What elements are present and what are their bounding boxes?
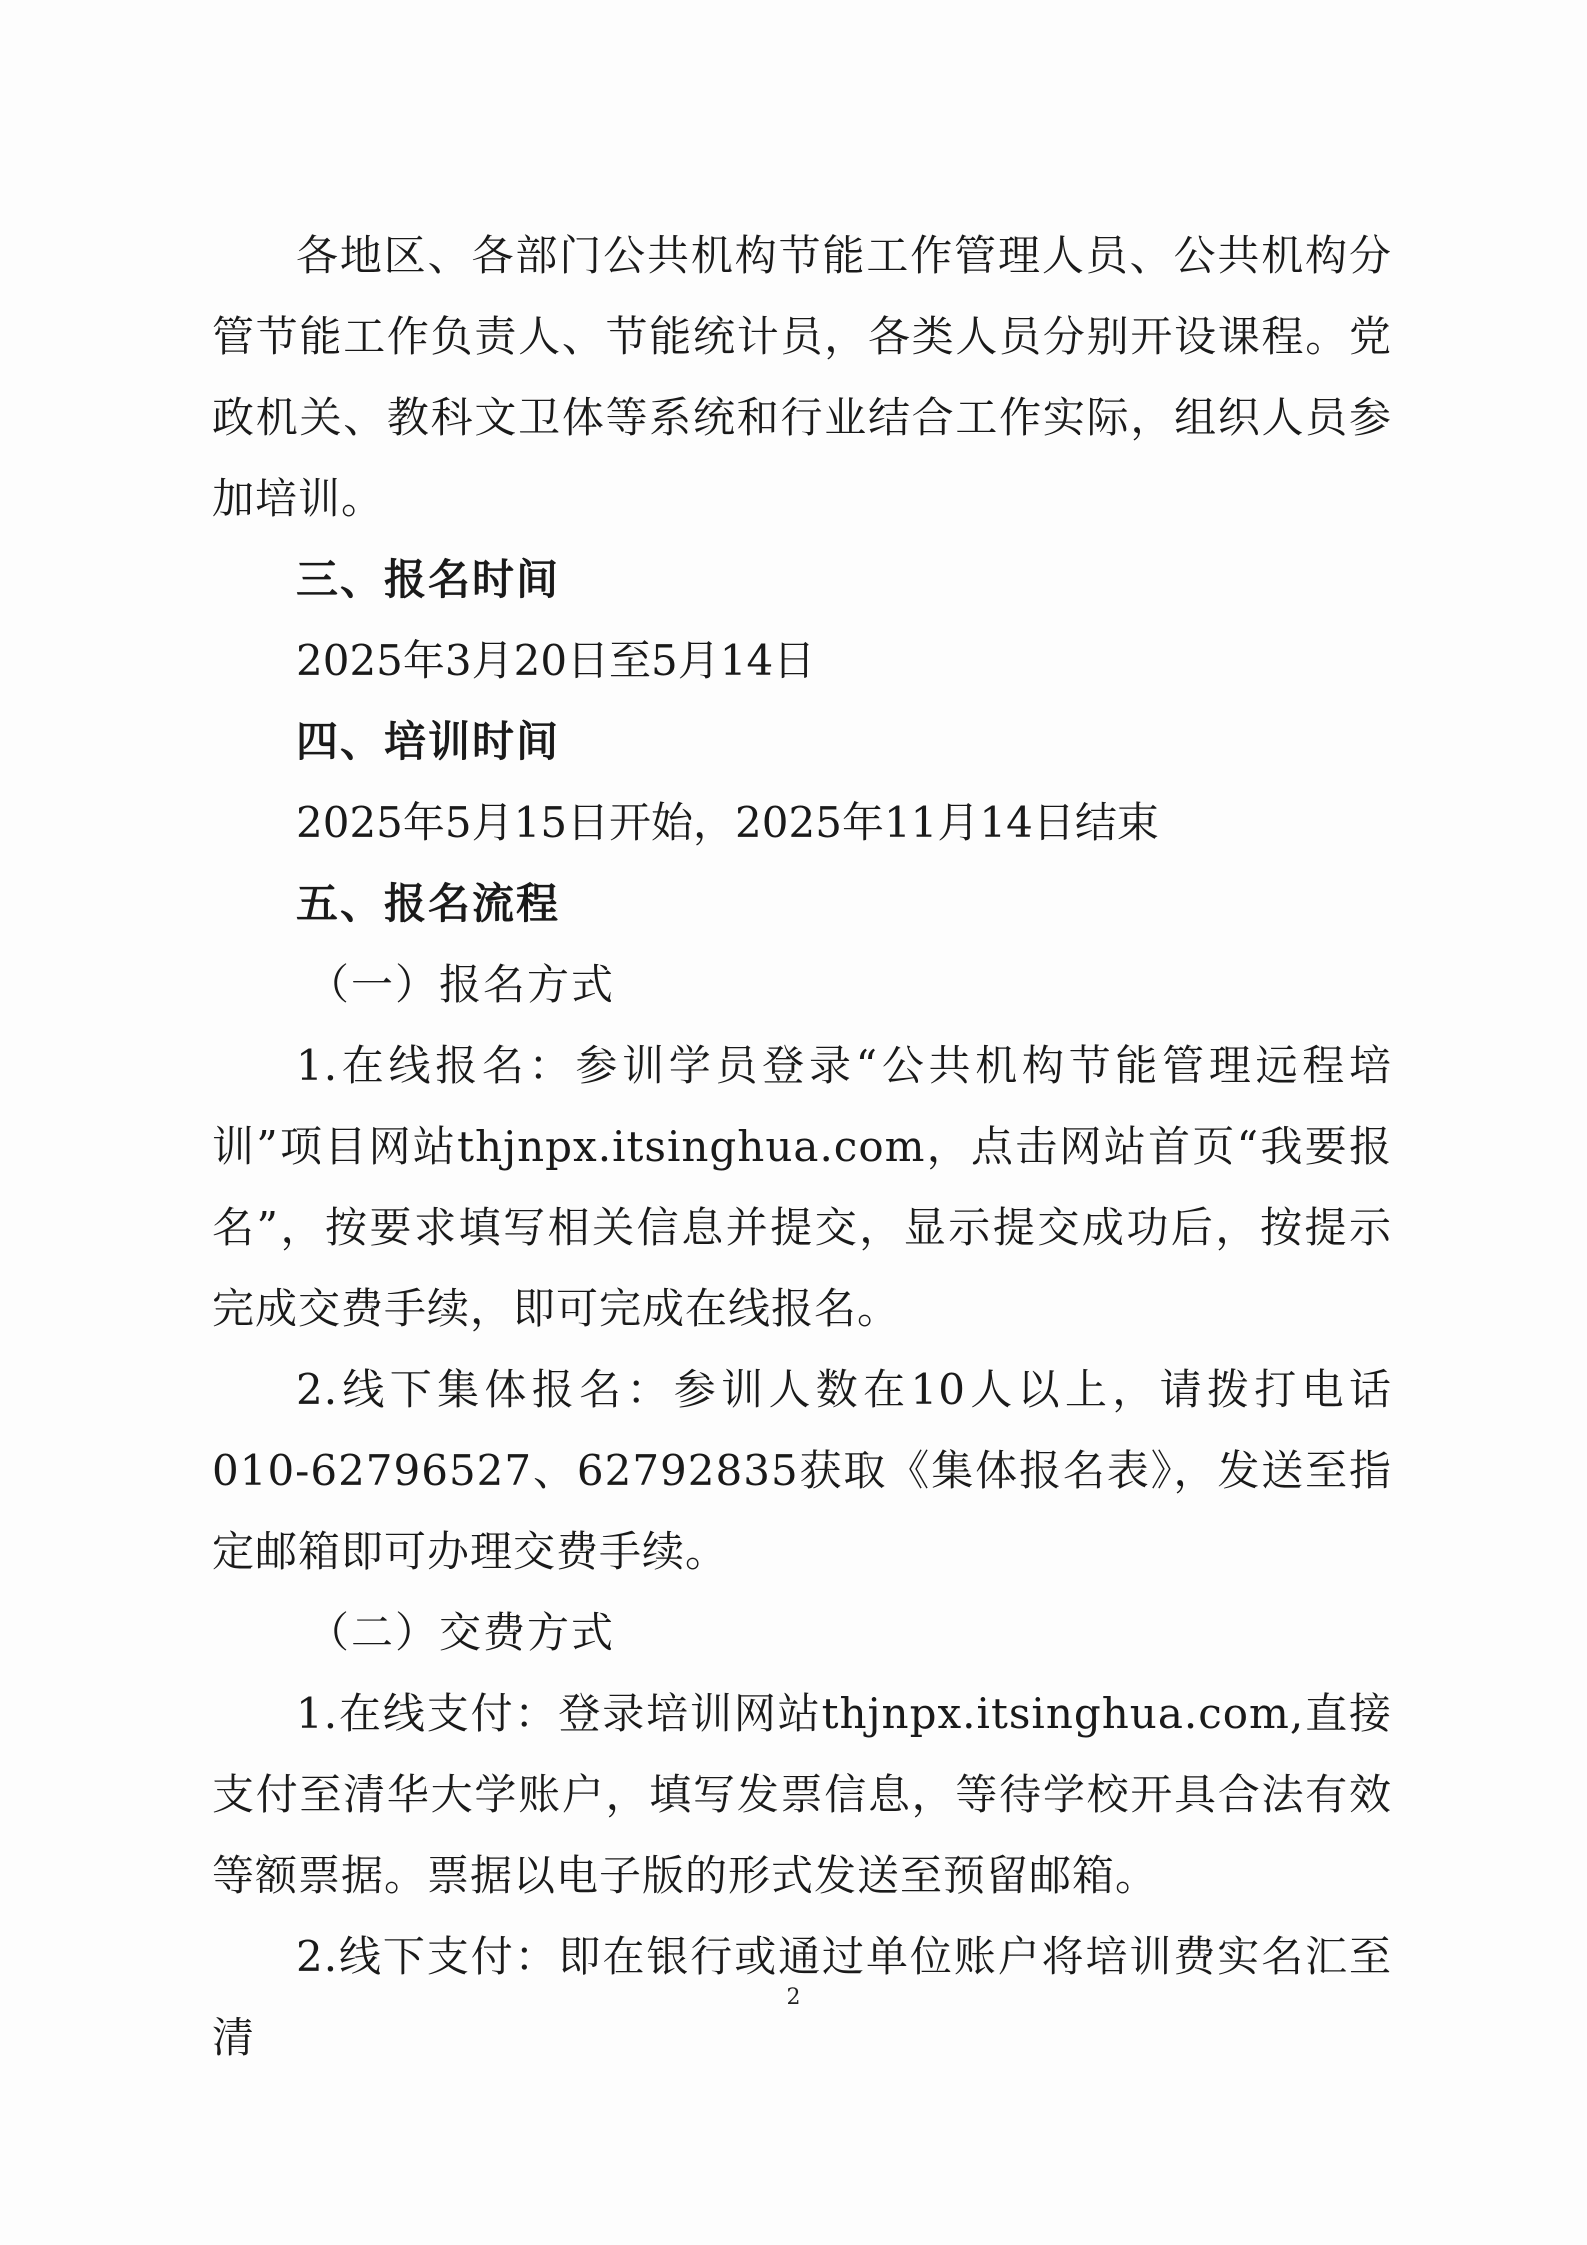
training-time-text: 2025年5月15日开始，2025年11月14日结束 bbox=[296, 798, 1159, 847]
document-body bbox=[212, 215, 1392, 2078]
page-number: 2 bbox=[786, 1985, 801, 2010]
intro-paragraph: 各地区、各部门公共机构节能工作管理人员、公共机构分管节能工作负责人、节能统计员，各类人员分别开设课程。党政机关、教科文卫体等系统和行业结合工作实际，组织人员参加培训。 bbox=[212, 231, 1392, 523]
section-heading-registration-process: 五、报名流程 bbox=[296, 879, 561, 928]
online-payment-paragraph: 1.在线支付：登录培训网站thjnpx.itsinghua.com,直接支付至清华大学账户，填写发票信息，等待学校开具合法有效等额票据。票据以电子版的形式发送至预留邮箱。 bbox=[212, 1689, 1392, 1900]
offline-payment-paragraph: 2.线下支付：即在银行或通过单位账户将培训费实名汇至清 bbox=[212, 1932, 1392, 2062]
section-heading-registration-time: 三、报名时间 bbox=[296, 555, 561, 604]
subheading-payment-method: （二）交费方式 bbox=[307, 1608, 616, 1657]
online-registration-paragraph: 1.在线报名：参训学员登录“公共机构节能管理远程培训”项目网站thjnpx.itsinghua.com，点击网站首页“我要报名”，按要求填写相关信息并提交，显示提交成功后，按提示完成交费手续，即可完成在线报名。 bbox=[212, 1041, 1392, 1333]
registration-time-text: 2025年3月20日至5月14日 bbox=[296, 636, 816, 685]
subheading-registration-method: （一）报名方式 bbox=[307, 960, 616, 1009]
offline-registration-paragraph: 2.线下集体报名：参训人数在10人以上，请拨打电话010-62796527、62792835获取《集体报名表》，发送至指定邮箱即可办理交费手续。 bbox=[212, 1365, 1392, 1576]
section-heading-training-time: 四、培训时间 bbox=[296, 717, 561, 766]
